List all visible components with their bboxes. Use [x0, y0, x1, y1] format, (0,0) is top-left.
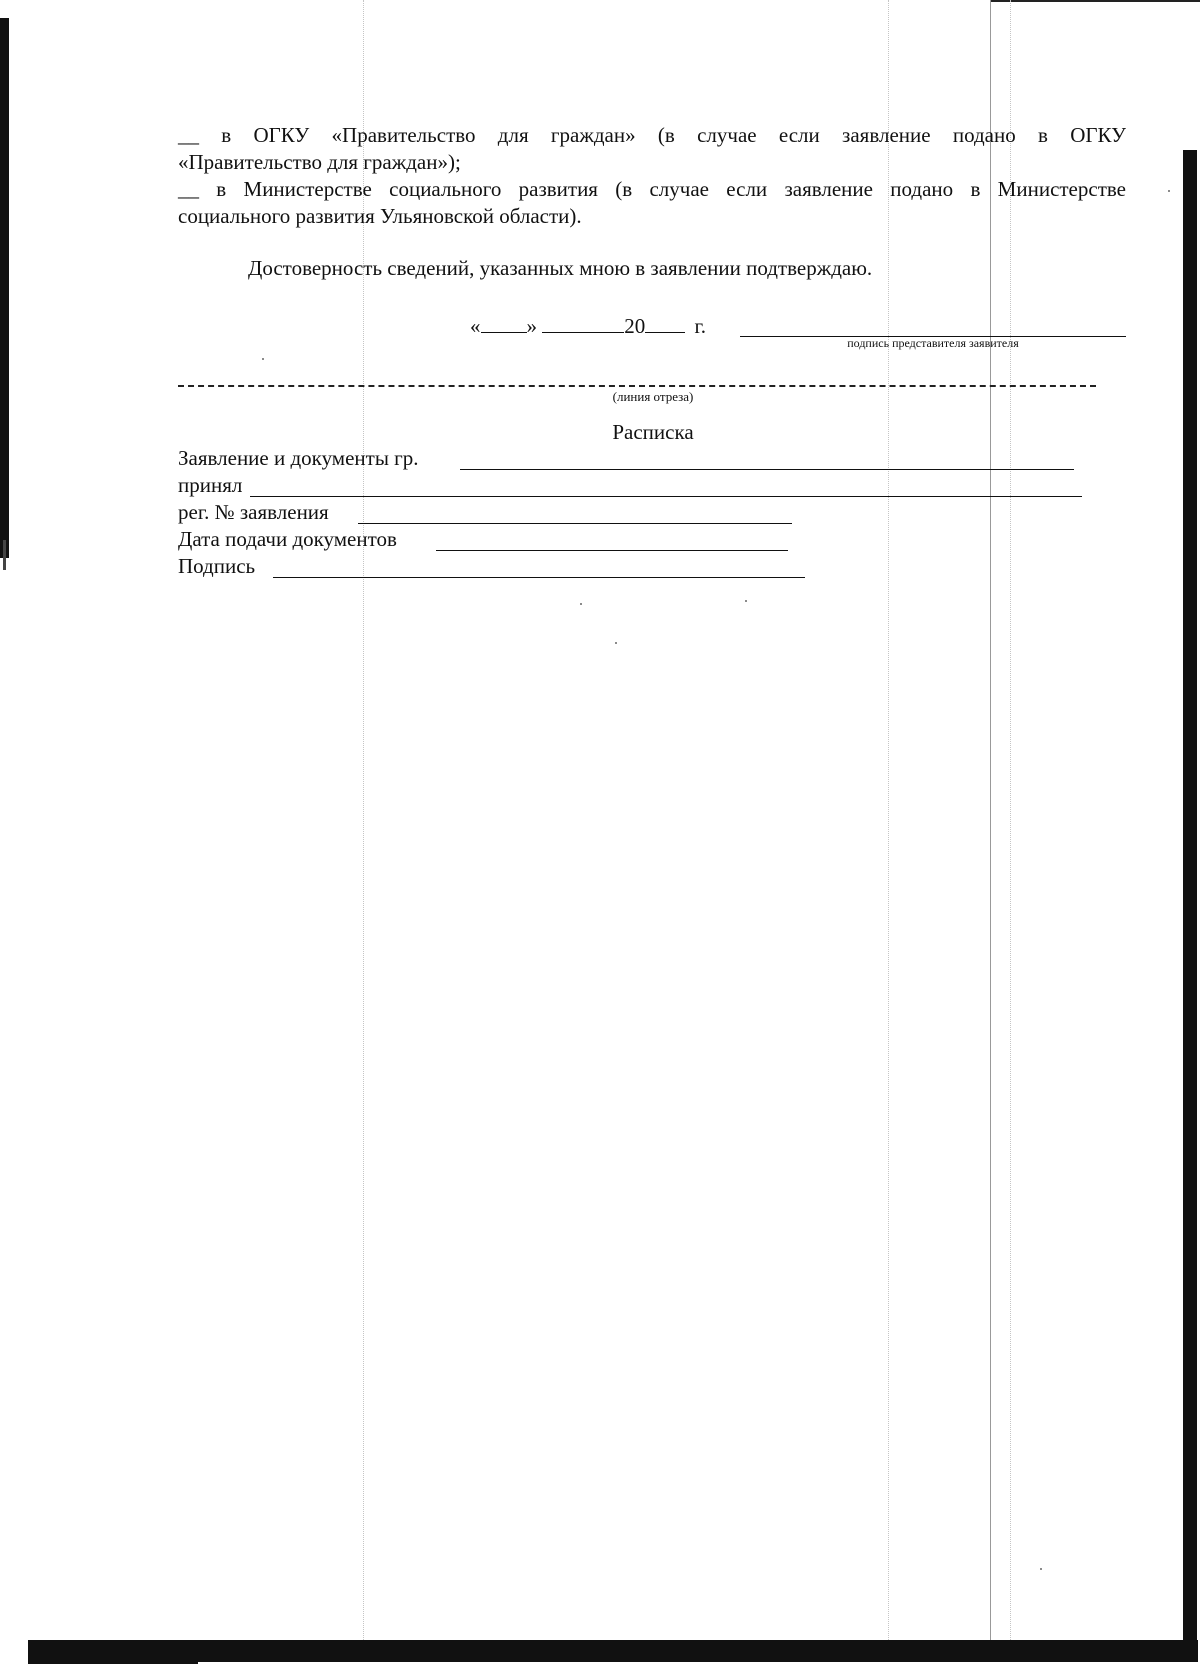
- scan-edge-left-tail: [3, 540, 6, 570]
- receipt-title: Расписка: [612, 420, 694, 444]
- option-ogku: [178, 122, 1126, 176]
- receipt-field-reg-number-blank[interactable]: [358, 523, 792, 524]
- scan-edge-left: [0, 18, 9, 558]
- receipt-field-received-label: принял: [178, 473, 243, 497]
- date-open-quote: «: [470, 314, 481, 338]
- date-close-quote: »: [526, 314, 537, 338]
- scan-speck: [1040, 1568, 1042, 1570]
- year-prefix: 20: [624, 314, 646, 338]
- option-ministry-line-2: социального развития Ульяновской области).: [178, 204, 582, 228]
- scan-speck: [745, 600, 747, 602]
- year-blank[interactable]: [645, 312, 685, 333]
- option-ministry: [178, 176, 1126, 230]
- scan-edge-right: [1183, 150, 1197, 1660]
- receipt-field-date-label: Дата подачи документов: [178, 527, 397, 551]
- cut-line: [178, 385, 1096, 387]
- receipt-field-date-blank[interactable]: [436, 550, 788, 551]
- scan-speck: [615, 642, 617, 644]
- scan-fold-line: [888, 0, 889, 1640]
- date-line: [470, 312, 706, 339]
- signature-caption: подпись представителя заявителя: [847, 336, 1019, 350]
- scan-edge-bottom-left: [28, 1660, 198, 1664]
- scan-speck: [580, 603, 582, 605]
- scan-fold-line: [990, 0, 991, 1640]
- confirmation-statement: Достоверность сведений, указанных мною в заявлении подтверждаю.: [248, 256, 873, 280]
- scan-speck: [262, 358, 264, 360]
- scan-speck: [1168, 190, 1170, 192]
- cut-line-caption: (линия отреза): [612, 389, 694, 404]
- option-ogku-line-1: __ в ОГКУ «Правительство для граждан» (в случае если заявление подано в ОГКУ: [178, 123, 1126, 147]
- receipt-field-applicant-blank[interactable]: [460, 469, 1074, 470]
- option-ministry-line-1: __ в Министерстве социального развития (в случае если заявление подано в Министерстве: [178, 177, 1126, 201]
- scan-edge-top: [990, 0, 1200, 8]
- option-ogku-line-2: «Правительство для граждан»);: [178, 150, 461, 174]
- month-blank[interactable]: [542, 312, 624, 333]
- receipt-field-received-blank[interactable]: [250, 496, 1082, 497]
- scan-edge-bottom: [28, 1640, 1198, 1662]
- year-suffix: г.: [694, 314, 706, 338]
- receipt-field-signature-blank[interactable]: [273, 577, 805, 578]
- scan-fold-line: [1010, 0, 1011, 1640]
- day-blank[interactable]: [481, 312, 527, 333]
- receipt-field-applicant-label: Заявление и документы гр.: [178, 446, 419, 470]
- scan-fold-line: [363, 0, 364, 1640]
- receipt-field-signature-label: Подпись: [178, 554, 256, 578]
- receipt-field-reg-number-label: рег. № заявления: [178, 500, 329, 524]
